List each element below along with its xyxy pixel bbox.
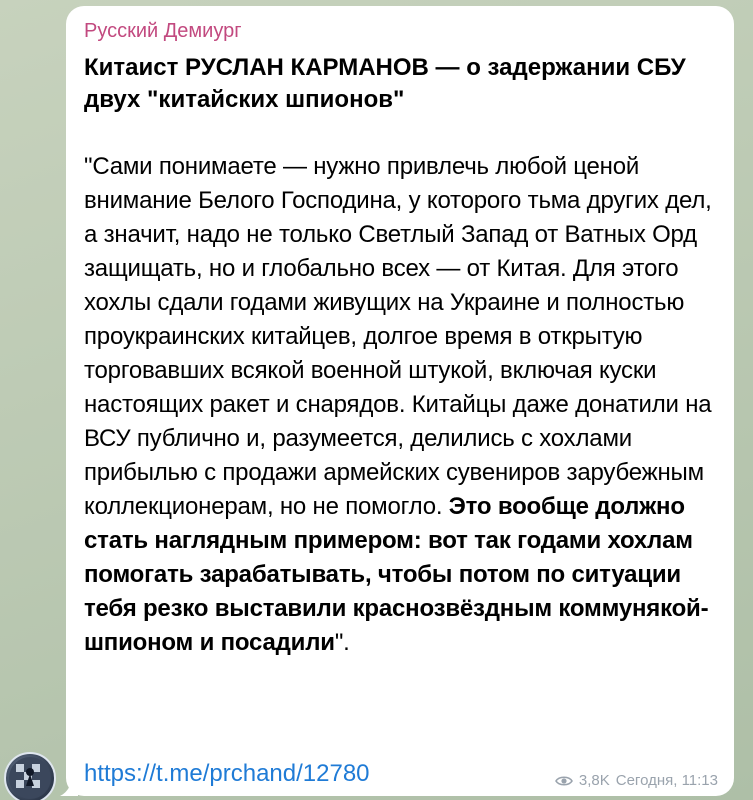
- quote-bold-text: Это вообще должно стать наглядным примером: вот так годами хохлам помогать зарабатывать, чтобы потом по ситуации тебя резко выставили краснозвёздным коммунякой-шпионом и посадили: [84, 493, 709, 656]
- message-quote: [84, 150, 716, 660]
- message-link[interactable]: https://t.me/prchand/12780: [84, 760, 370, 787]
- message-bubble: [66, 6, 734, 796]
- message-headline: Китаист РУСЛАН КАРМАНОВ — о задержании СБУ двух "китайских шпионов": [84, 54, 686, 113]
- message-meta: [555, 772, 718, 789]
- message-time: Сегодня, 11:13: [615, 772, 718, 789]
- channel-name[interactable]: Русский Демиург: [84, 20, 242, 42]
- bubble-tail: [58, 776, 78, 796]
- quote-end-text: ".: [334, 629, 350, 656]
- view-count: 3,8K: [578, 772, 610, 789]
- eye-icon: [555, 775, 573, 787]
- channel-avatar[interactable]: [4, 752, 56, 800]
- avatar-image: [8, 756, 52, 800]
- quote-regular-text: "Сами понимаете — нужно привлечь любой ценой внимание Белого Господина, у которого тьма других дел, а значит, надо не только Светлый Запад от Ватных Орд защищать, но и глобально всех — от Китая. Для этого хохлы сдали годами живущих на Украине и полностью проукраинских китайцев, долгое время в открытую торговавших всякой военной штукой, включая куски настоящих ракет и снарядов. Китайцы даже донатили на ВСУ публично и, разумеется, делились с хохлами прибылью с продажи армейских сувениров зарубежным коллекционерам, но не помогло.: [84, 153, 712, 520]
